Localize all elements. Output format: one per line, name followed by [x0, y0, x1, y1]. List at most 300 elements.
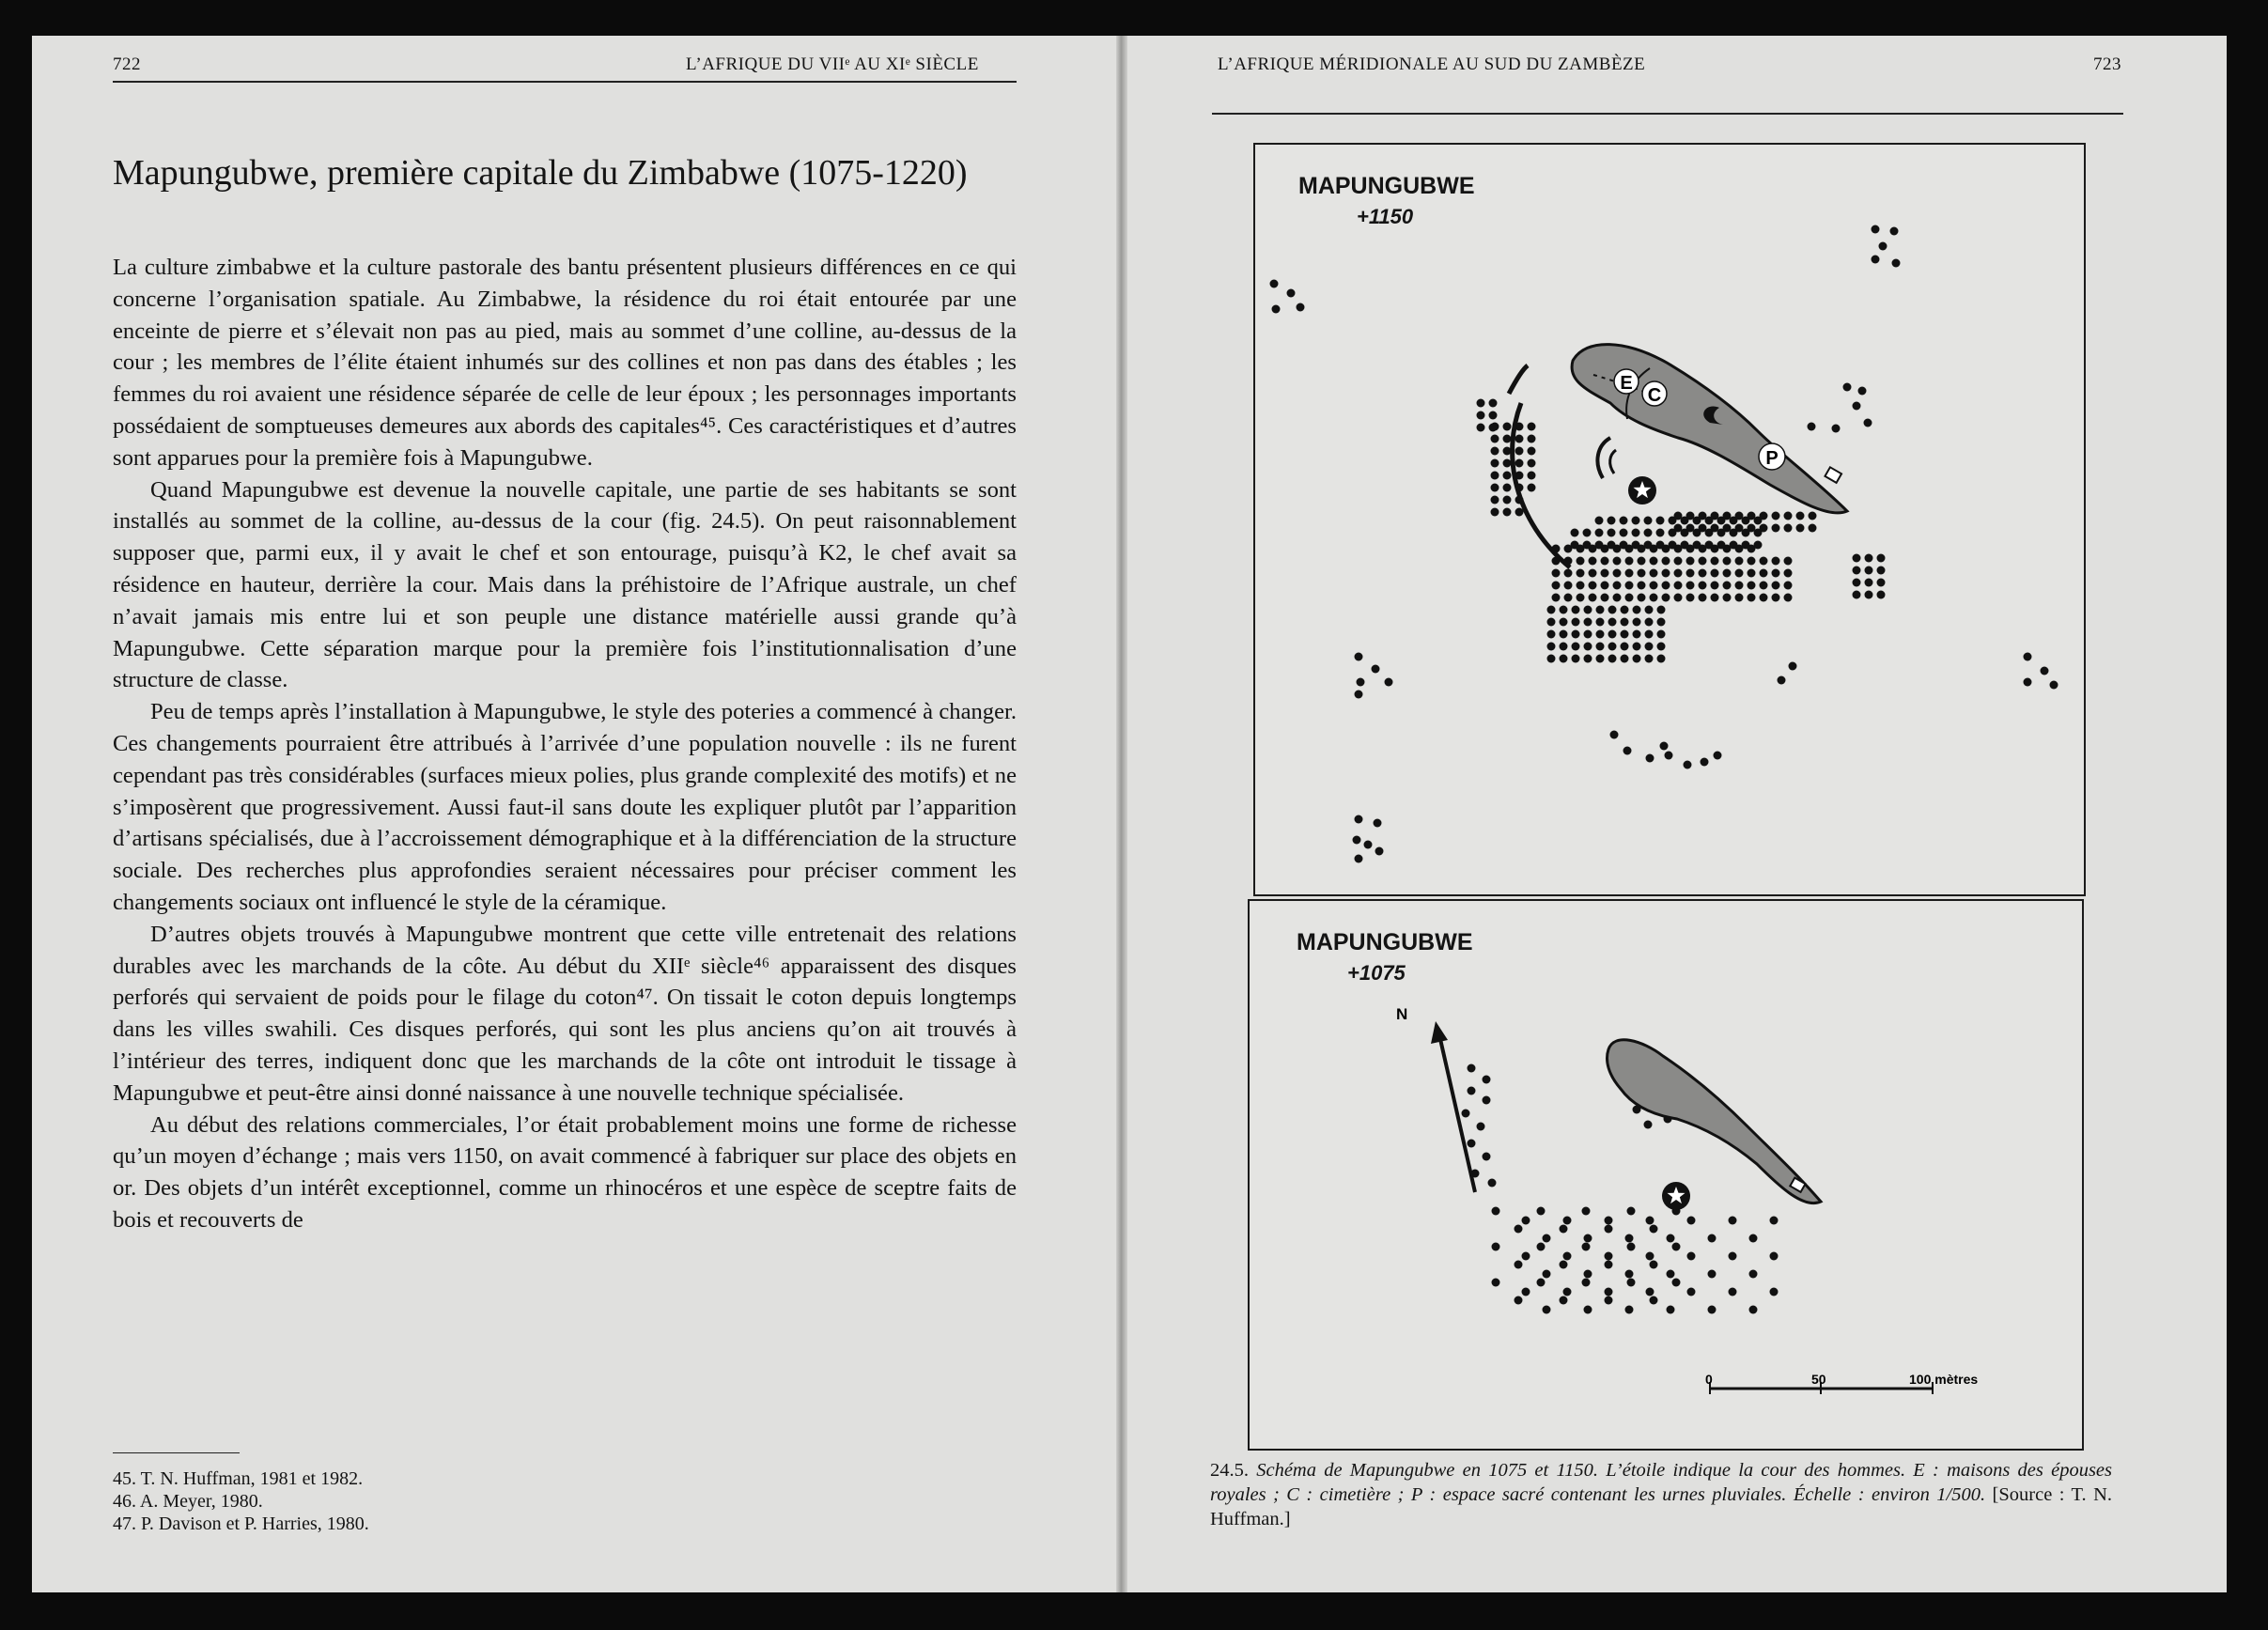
settlement-dot [1858, 387, 1867, 396]
settlement-dot [1638, 582, 1646, 590]
settlement-dot [1665, 752, 1673, 760]
settlement-dot [1355, 855, 1363, 863]
settlement-dot [1489, 411, 1498, 420]
settlement-dot [1595, 517, 1604, 525]
settlement-dot [1657, 630, 1666, 639]
settlement-dot [1890, 227, 1899, 236]
settlement-dot [1613, 569, 1622, 578]
settlement-dot [1669, 541, 1677, 550]
settlement-dot [1667, 1270, 1675, 1279]
settlement-dot [1633, 643, 1641, 651]
settlement-dot [1595, 541, 1604, 550]
settlement-dot [1650, 582, 1658, 590]
settlement-dot [1638, 569, 1646, 578]
settlement-dot [1645, 618, 1654, 627]
label-e: E [1620, 373, 1633, 394]
settlement-dot [1608, 630, 1617, 639]
settlement-dot [1853, 591, 1861, 599]
north-label: N [1396, 1005, 1408, 1023]
settlement-dot [1584, 655, 1592, 663]
settlement-dot [1596, 643, 1605, 651]
settlement-dot [1613, 582, 1622, 590]
settlement-dot [1563, 1252, 1572, 1261]
settlement-dot [1645, 630, 1654, 639]
left-header-rule [113, 81, 1017, 83]
map-1150-title: MAPUNGUBWE [1298, 173, 1475, 199]
settlement-dot [1808, 423, 1816, 431]
settlement-dot [1287, 289, 1296, 298]
settlement-dot [1492, 1279, 1500, 1287]
settlement-dot [1644, 529, 1653, 537]
settlement-dot [1552, 594, 1561, 602]
settlement-dot [1853, 567, 1861, 575]
footnote-rule [113, 1452, 240, 1453]
map-1150 [1253, 143, 2086, 896]
settlement-dot [2024, 653, 2032, 661]
paragraph: Quand Mapungubwe est devenue la nouvelle capitale, une partie de ses habitants se sont installés au sommet de la colline, au-dessus de la cour (fig. 24.5). On peut raisonnablement supposer que, parmi eux, il y avait le chef et son entourage, puisqu’à K2, le chef avait sa résidence en hauteur, derrière la cour. Mais dans la préhistoire de l’Afrique australe, un chef n’avait jamais mis entre lui et son peuple une distance matérielle aussi grande qu’à Mapungubwe. Cette séparation marque pour la première fois l’institutionnalisation d’une structure de classe. [113, 476, 1017, 693]
left-running-head: L’AFRIQUE DU VIIᵉ AU XIᵉ SIÈCLE [686, 54, 979, 74]
settlement-dot [1492, 1243, 1500, 1251]
settlement-dot [1477, 1123, 1485, 1131]
settlement-dot [1672, 1279, 1681, 1287]
settlement-dot [1547, 643, 1556, 651]
settlement-dot [1560, 1261, 1568, 1269]
settlement-dot [1272, 305, 1281, 314]
settlement-dot [1749, 1270, 1758, 1279]
settlement-dot [1601, 582, 1609, 590]
map-1150-drawing [1255, 145, 2084, 894]
settlement-dot [1633, 606, 1641, 614]
hill-outline [1608, 1040, 1821, 1203]
settlement-dot [1705, 541, 1714, 550]
settlement-dot [1528, 423, 1536, 431]
settlement-dot [1699, 524, 1707, 533]
settlement-dot [1735, 569, 1744, 578]
settlement-dot [1625, 594, 1634, 602]
settlement-dot [1608, 643, 1617, 651]
settlement-dot [1605, 1296, 1613, 1305]
settlement-dot [1877, 567, 1886, 575]
settlement-dot [1735, 557, 1744, 566]
settlement-dot [1796, 524, 1805, 533]
settlement-dot [1699, 594, 1707, 602]
left-page-number: 722 [113, 54, 141, 74]
settlement-dot [1708, 1234, 1717, 1243]
settlement-dot [1772, 512, 1780, 520]
settlement-dot [1608, 655, 1617, 663]
settlement-dot [1656, 541, 1665, 550]
settlement-dot [1625, 1306, 1634, 1314]
scale-bar [1705, 1372, 1978, 1394]
settlement-dot [1723, 582, 1732, 590]
settlement-dot [1537, 1243, 1546, 1251]
label-c-marker [1642, 381, 1667, 406]
settlement-dot [1477, 424, 1485, 432]
settlement-dot [1515, 447, 1524, 456]
settlement-dot [1784, 582, 1793, 590]
settlement-dot [1770, 1217, 1779, 1225]
settlement-dot [1528, 459, 1536, 468]
settlement-dot [1708, 1306, 1717, 1314]
settlement-dot [1708, 1270, 1717, 1279]
dots-1075 [1462, 1064, 1779, 1314]
settlement-dot [1552, 582, 1561, 590]
settlement-dot [1613, 557, 1622, 566]
settlement-dot [1489, 424, 1498, 432]
settlement-dot [1674, 557, 1683, 566]
enclosure-arc [1509, 365, 1528, 394]
settlement-dot [1608, 618, 1617, 627]
hill-outline [1572, 345, 1847, 513]
settlement-dot [1865, 579, 1873, 587]
settlement-dot [1582, 1207, 1591, 1216]
settlement-dot [1632, 517, 1640, 525]
settlement-dot [1543, 1270, 1551, 1279]
settlement-dot [1613, 594, 1622, 602]
settlement-dot [1687, 1217, 1696, 1225]
footnote: 47. P. Davison et P. Harries, 1980. [113, 1514, 369, 1534]
settlement-dot [1892, 259, 1901, 268]
settlement-dot [1483, 1096, 1491, 1105]
settlement-dot [1662, 594, 1670, 602]
settlement-dot [1577, 582, 1585, 590]
settlement-dot [1657, 655, 1666, 663]
settlement-dot [1560, 618, 1568, 627]
settlement-dot [1547, 606, 1556, 614]
settlement-dot [1853, 402, 1861, 411]
label-p: P [1765, 448, 1779, 469]
settlement-dot [1355, 815, 1363, 824]
settlement-dot [1483, 1153, 1491, 1161]
settlement-dot [1627, 1207, 1636, 1216]
settlement-dot [1735, 594, 1744, 602]
settlement-dot [1650, 1261, 1658, 1269]
settlement-dot [1572, 630, 1580, 639]
settlement-dot [1723, 594, 1732, 602]
settlement-dot [1595, 529, 1604, 537]
settlement-dot [1723, 557, 1732, 566]
settlement-dot [1596, 630, 1605, 639]
settlement-dot [1865, 554, 1873, 563]
settlement-dot [1729, 1217, 1737, 1225]
caption-source-open: [Source : [1992, 1484, 2065, 1505]
settlement-dot [1748, 569, 1756, 578]
settlement-dot [1491, 459, 1499, 468]
settlement-dot [1560, 643, 1568, 651]
settlement-dot [1717, 541, 1726, 550]
settlement-dot [1687, 1288, 1696, 1296]
settlement-dot [1754, 541, 1763, 550]
settlement-dot [1584, 1306, 1592, 1314]
settlement-dot [1699, 582, 1707, 590]
settlement-dot [1879, 242, 1887, 251]
settlement-dot [1492, 1207, 1500, 1216]
settlement-dot [1638, 557, 1646, 566]
settlement-dot [1872, 256, 1880, 264]
settlement-dot [1711, 594, 1719, 602]
settlement-dot [1503, 435, 1512, 443]
settlement-dot [1699, 569, 1707, 578]
settlement-dot [1711, 524, 1719, 533]
settlement-dot [1528, 435, 1536, 443]
settlement-dot [1605, 1217, 1613, 1225]
settlement-dot [1711, 557, 1719, 566]
settlement-dot [1582, 1243, 1591, 1251]
settlement-dot [1522, 1252, 1530, 1261]
settlement-dot [1667, 1306, 1675, 1314]
settlement-dot [1657, 643, 1666, 651]
settlement-dot [1772, 569, 1780, 578]
inner-arc [1597, 438, 1610, 478]
settlement-dot [1684, 761, 1692, 769]
right-page-number: 723 [2093, 54, 2121, 74]
settlement-dot [1620, 529, 1628, 537]
settlement-dot [1784, 557, 1793, 566]
settlement-dot [1627, 1279, 1636, 1287]
settlement-dot [1662, 582, 1670, 590]
settlement-dot [1375, 847, 1384, 856]
settlement-dot [1515, 435, 1524, 443]
settlement-dot [1632, 529, 1640, 537]
settlement-dot [1491, 472, 1499, 480]
settlement-dot [1610, 731, 1619, 739]
settlement-dot [1596, 655, 1605, 663]
settlement-dot [1583, 529, 1592, 537]
settlement-dot [1674, 569, 1683, 578]
settlement-dot [1784, 512, 1793, 520]
settlement-dot [1577, 594, 1585, 602]
settlement-dot [1645, 606, 1654, 614]
court-star-icon [1662, 1182, 1690, 1210]
settlement-dot [1374, 819, 1382, 828]
settlement-dot [1699, 557, 1707, 566]
settlement-dot [1809, 512, 1817, 520]
settlement-dot [1583, 541, 1592, 550]
settlement-dot [1729, 1252, 1737, 1261]
settlement-dot [1644, 1121, 1653, 1129]
right-header-rule [1212, 113, 2123, 115]
settlement-dot [1748, 524, 1756, 533]
settlement-dot [1596, 606, 1605, 614]
settlement-dot [1589, 582, 1597, 590]
settlement-dot [1589, 557, 1597, 566]
settlement-dot [1385, 678, 1393, 687]
paragraph: La culture zimbabwe et la culture pastorale des bantu présentent plusieurs différences en ce qui concerne l’organisation spatiale. Au Zimbabwe, la résidence du roi était entourée par une enceinte de pierre et s’élevait non pas au pied, mais au sommet d’une colline, au-dessus de la cour ; les membres de l’élite étaient inhumés sur des collines et non pas dans des étables ; les femmes du roi avaient une résidence séparée de celle de leur époux ; les personnages importants possédaient de somptueuses demeures aux abords des capitales⁴⁵. Ces caractéristiques et d’autres sont apparues pour la première fois à Mapungubwe. [113, 255, 1017, 471]
settlement-dot [1515, 1296, 1523, 1305]
settlement-dot [1621, 655, 1629, 663]
settlement-dot [1778, 676, 1786, 685]
caption-source-author: T. N. Huffman.] [1210, 1484, 2113, 1529]
settlement-dot [1760, 557, 1768, 566]
settlement-dot [1723, 524, 1732, 533]
settlement-dot [1582, 1279, 1591, 1287]
settlement-dot [1515, 1225, 1523, 1234]
settlement-dot [1608, 529, 1616, 537]
settlement-dot [1491, 484, 1499, 492]
settlement-dot [1667, 1234, 1675, 1243]
settlement-dot [1572, 606, 1580, 614]
footnote: 45. T. N. Huffman, 1981 et 1982. [113, 1468, 364, 1489]
settlement-dot [1503, 496, 1512, 505]
settlement-dot [2050, 681, 2058, 690]
settlement-dot [1357, 678, 1365, 687]
settlement-dot [1865, 567, 1873, 575]
settlement-dot [1646, 1217, 1654, 1225]
footnotes [113, 1467, 369, 1535]
book-gutter [1116, 36, 1127, 1592]
settlement-dot [1503, 459, 1512, 468]
settlement-dot [1735, 524, 1744, 533]
settlement-dot [1563, 1288, 1572, 1296]
map-1075-drawing [1250, 901, 2082, 1449]
settlement-dot [1571, 541, 1579, 550]
settlement-dot [1723, 512, 1732, 520]
settlement-dot [1735, 582, 1744, 590]
settlement-dot [1784, 594, 1793, 602]
settlement-dot [1645, 655, 1654, 663]
scale-0: 0 [1705, 1372, 1713, 1387]
settlement-dot [1748, 582, 1756, 590]
settlement-dot [1877, 554, 1886, 563]
settlement-dot [1650, 1296, 1658, 1305]
settlement-dot [1674, 582, 1683, 590]
map-1075-title: MAPUNGUBWE [1297, 929, 1473, 955]
settlement-dot [1355, 653, 1363, 661]
settlement-dot [1809, 524, 1817, 533]
settlement-dot [1760, 569, 1768, 578]
map-1150-date: +1150 [1357, 205, 1414, 228]
scale-100: 100 mètres [1909, 1372, 1979, 1387]
settlement-dot [1701, 758, 1709, 767]
settlement-dot [1584, 1270, 1592, 1279]
settlement-dot [1503, 472, 1512, 480]
settlement-dot [1748, 557, 1756, 566]
settlement-dot [1693, 541, 1701, 550]
settlement-dot [1650, 594, 1658, 602]
settlement-dot [1584, 618, 1592, 627]
settlement-dot [1772, 524, 1780, 533]
settlement-dot [1686, 594, 1695, 602]
settlement-dot [1632, 541, 1640, 550]
settlement-dot [1877, 591, 1886, 599]
settlement-dot [1646, 1252, 1654, 1261]
settlement-dot [1832, 425, 1841, 433]
settlement-dot [1656, 517, 1665, 525]
settlement-dot [1468, 1064, 1476, 1073]
settlement-dot [1577, 569, 1585, 578]
settlement-dot [1589, 594, 1597, 602]
main-text [113, 252, 1017, 1236]
settlement-dot [1601, 557, 1609, 566]
label-e-marker [1614, 369, 1639, 394]
settlement-dot [1644, 541, 1653, 550]
settlement-dot [1620, 541, 1628, 550]
settlement-dot [1577, 557, 1585, 566]
settlement-dot [1584, 606, 1592, 614]
settlement-dot [1560, 655, 1568, 663]
settlement-dot [1748, 512, 1756, 520]
settlement-dot [1749, 1234, 1758, 1243]
settlement-dot [1608, 517, 1616, 525]
settlement-dot [1270, 280, 1279, 288]
figure-caption [1210, 1458, 2112, 1531]
settlement-dot [1491, 435, 1499, 443]
settlement-dot [1462, 1110, 1470, 1118]
settlement-dot [1564, 582, 1573, 590]
settlement-dot [1468, 1087, 1476, 1095]
settlement-dot [2041, 667, 2049, 675]
settlement-dot [1681, 541, 1689, 550]
settlement-dot [1662, 557, 1670, 566]
settlement-dot [1621, 618, 1629, 627]
label-c: C [1647, 385, 1662, 406]
settlement-dot [1564, 569, 1573, 578]
settlement-dot [1364, 841, 1373, 849]
settlement-dot [1627, 1243, 1636, 1251]
settlement-dot [1686, 557, 1695, 566]
settlement-dot [1687, 1252, 1696, 1261]
settlement-dot [1620, 517, 1628, 525]
settlement-dot [1674, 524, 1683, 533]
settlement-dot [1784, 524, 1793, 533]
settlement-dot [1596, 618, 1605, 627]
settlement-dot [1748, 594, 1756, 602]
settlement-dot [1515, 1261, 1523, 1269]
court-star-icon [1628, 476, 1656, 505]
map-1075 [1248, 899, 2084, 1451]
settlement-dot [1623, 747, 1632, 755]
settlement-dot [1571, 529, 1579, 537]
settlement-dot [1699, 512, 1707, 520]
settlement-dot [1865, 591, 1873, 599]
settlement-dot [1749, 1306, 1758, 1314]
settlement-dot [1625, 1270, 1634, 1279]
settlement-dot [1543, 1234, 1551, 1243]
settlement-dot [1735, 512, 1744, 520]
footnote: 46. A. Meyer, 1980. [113, 1491, 263, 1512]
settlement-dot [1483, 1076, 1491, 1084]
settlement-dot [1730, 541, 1738, 550]
settlement-dot [1760, 512, 1768, 520]
settlement-dot [1584, 630, 1592, 639]
settlement-dot [1625, 557, 1634, 566]
settlement-dot [1864, 419, 1872, 427]
settlement-dot [1537, 1207, 1546, 1216]
settlement-dot [1605, 1261, 1613, 1269]
section-title: Mapungubwe, première capitale du Zimbabwe (1075-1220) [113, 153, 968, 193]
settlement-dot [1686, 582, 1695, 590]
settlement-dot [1547, 630, 1556, 639]
settlement-dot [1650, 569, 1658, 578]
settlement-dot [1789, 662, 1797, 671]
settlement-dot [1770, 1288, 1779, 1296]
label-p-marker [1759, 443, 1785, 470]
settlement-dot [1605, 1252, 1613, 1261]
settlement-dot [1563, 1217, 1572, 1225]
stone-feature [1825, 467, 1841, 483]
settlement-dot [1633, 618, 1641, 627]
settlement-dot [1711, 512, 1719, 520]
settlement-dot [1686, 524, 1695, 533]
settlement-dot [1729, 1288, 1737, 1296]
settlement-dot [1853, 579, 1861, 587]
settlement-dot [1560, 630, 1568, 639]
settlement-dot [1772, 557, 1780, 566]
settlement-dot [1711, 569, 1719, 578]
settlement-dot [1660, 742, 1669, 751]
settlement-dot [1560, 1225, 1568, 1234]
settlement-dot [1353, 836, 1361, 845]
